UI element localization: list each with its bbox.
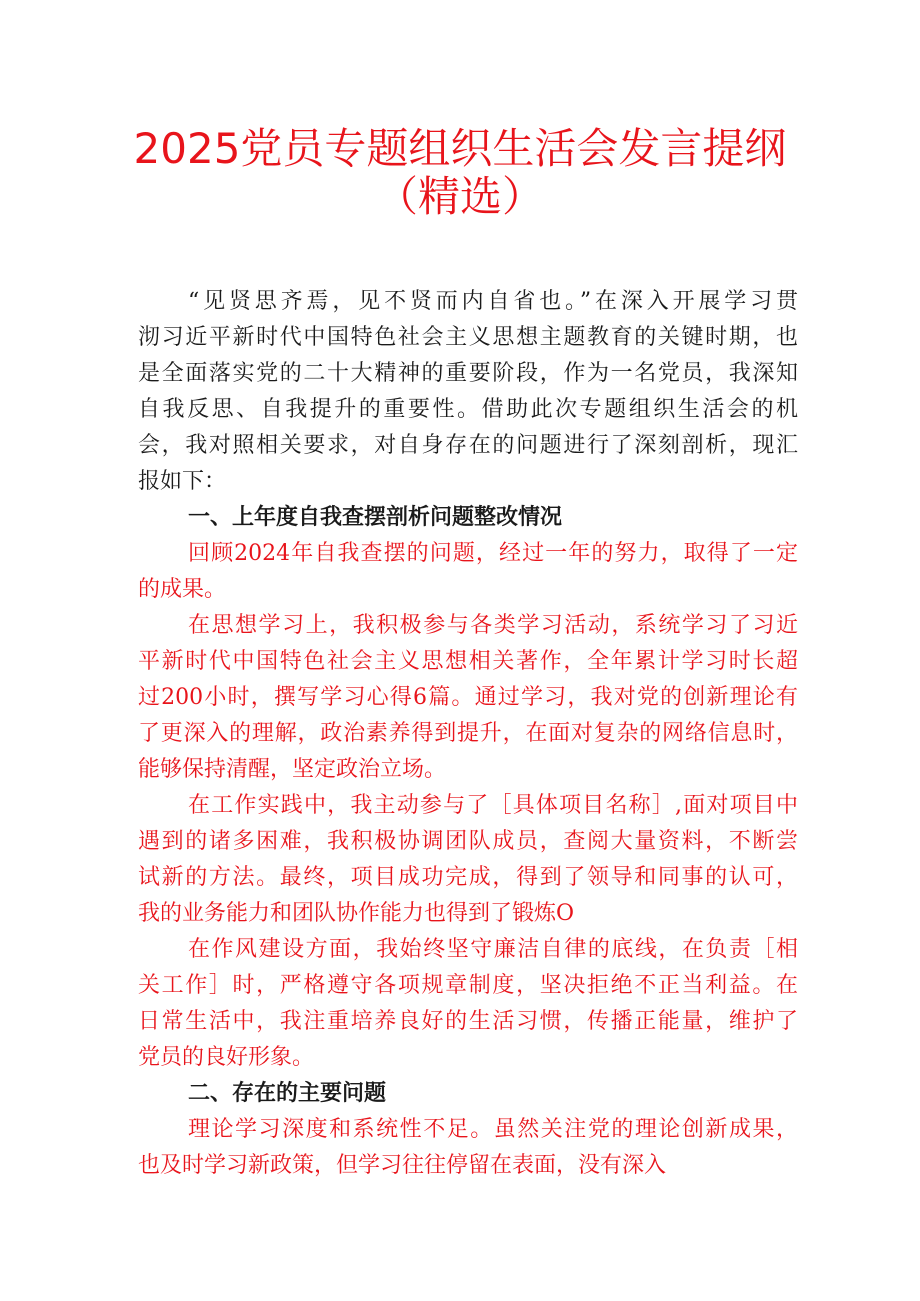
document-title: 2025党员专题组织生活会发言提纲: [133, 124, 787, 173]
study-line-2: 平新时代中国特色社会主义思想相关著作，全年累计学习时长超: [138, 649, 798, 674]
intro-line-5: 会，我对照相关要求，对自身存在的问题进行了深刻剖析，现汇: [138, 433, 798, 458]
study-line-1: 在思想学习上，我积极参与各类学习活动，系统学习了习近: [188, 613, 798, 638]
style-line-2: 关工作］时，严格遵守各项规章制度，坚决拒绝不正当利益。在: [138, 973, 798, 998]
intro-line-3: 是全面落实党的二十大精神的重要阶段，作为一名党员，我深知: [138, 361, 798, 386]
intro-line-4: 自我反思、自我提升的重要性。借助此次专题组织生活会的机: [138, 397, 798, 422]
document-subtitle: （精选）: [375, 172, 544, 221]
work-line-1: 在工作实践中，我主动参与了［具体项目名称］,面对项目中: [188, 793, 798, 818]
review-line-2: 的成果。: [138, 577, 227, 602]
style-line-1: 在作风建设方面，我始终坚守廉洁自律的底线，在负责［相: [188, 937, 798, 962]
study-line-5: 能够保持清醒，坚定政治立场。: [138, 757, 447, 782]
work-line-3: 试新的方法。最终，项目成功完成，得到了领导和同事的认可，: [138, 865, 798, 890]
review-line-1: 回顾2024年自我查摆的问题，经过一年的努力，取得了一定: [188, 541, 798, 566]
study-line-3: 过200小时，撰写学习心得6篇。通过学习，我对党的创新理论有: [138, 685, 798, 710]
style-line-3: 日常生活中，我注重培养良好的生活习惯，传播正能量，维护了: [138, 1009, 798, 1034]
work-line-4: 我的业务能力和团队协作能力也得到了锻炼O: [138, 901, 575, 926]
study-line-4: 了更深入的理解，政治素养得到提升，在面对复杂的网络信息时，: [138, 721, 798, 746]
problem-line-2: 也及时学习新政策，但学习往往停留在表面，没有深入: [138, 1153, 667, 1178]
problem-line-1: 理论学习深度和系统性不足。虽然关注党的理论创新成果，: [188, 1117, 798, 1142]
intro-line-1: “见贤思齐焉，见不贤而内自省也。”在深入开展学习贯: [188, 289, 798, 314]
style-line-4: 党员的良好形象。: [138, 1045, 315, 1070]
intro-line-2: 沏习近平新时代中国特色社会主义思想主题教育的关键时期，也: [138, 325, 798, 350]
section-heading-2: 二、存在的主要问题: [188, 1081, 387, 1106]
work-line-2: 遇到的诸多困难，我积极协调团队成员，查阅大量资料，不断尝: [138, 829, 798, 854]
section-heading-1: 一、上年度自我查摆剖析问题整改情况: [188, 505, 563, 530]
intro-line-6: 报如下：: [138, 469, 227, 494]
